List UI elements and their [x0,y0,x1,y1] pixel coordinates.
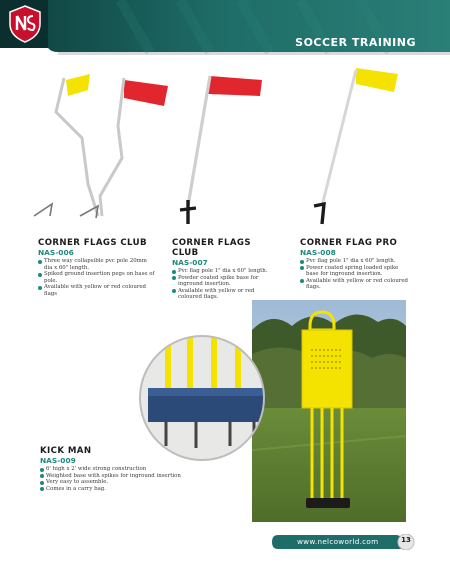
bullet-icon [40,487,44,491]
product-title: CORNER FLAGS CLUB [38,238,147,248]
kick-man-base-detail [138,334,266,462]
bullet-icon [40,468,44,472]
product-title: CORNER FLAGS CLUB [172,238,251,258]
bullet-icon [38,273,42,277]
feature-item: Pvc flag pole 1" dia x 60" length. [300,258,412,265]
bullet-icon [172,276,176,280]
feature-item: Very easy to assemble. [40,479,210,486]
feature-item: Pvc flag pole 1" dia x 60" length. [172,268,276,275]
bullet-icon [40,474,44,478]
product-code: NAS-009 [40,456,76,465]
product-title: KICK MAN [40,446,92,456]
website-link[interactable]: www.nelcoworld.com [297,537,379,546]
bullet-icon [38,286,42,290]
feature-item: Available with yellow or red coloured flags. [172,288,276,301]
header-band [0,0,450,58]
product-nas-008 [300,238,412,291]
bullet-icon [40,481,44,485]
feature-item: Three way collapsible pvc pole 20mm dia x 60" length. [38,258,156,271]
feature-item: Comes in a carry bag. [40,486,210,493]
bullet-icon [300,279,304,283]
product-nas-009 [40,446,210,492]
bullet-icon [300,260,304,264]
corner-flag-pro-image [300,66,410,234]
feature-item: Spiked ground insertion pegs on base of pole. [38,271,156,284]
feature-list [38,258,156,298]
feature-item: Weighted base with spikes for inground insertion [40,473,210,480]
bullet-icon [38,260,42,264]
product-nas-006 [38,238,156,298]
kick-man-photo [252,300,406,522]
corner-flags-club-007-image [170,72,270,234]
bullet-icon [300,266,304,270]
product-nas-007 [172,238,276,301]
corner-flags-club-006-image [18,66,168,228]
product-title: CORNER FLAG PRO [300,238,398,248]
bullet-icon [172,270,176,274]
feature-list [172,268,276,301]
page-number: 13 [401,536,411,544]
feature-item: Available with yellow or red coloured flags [38,284,156,297]
header-background [0,0,450,58]
feature-item: Power coated spring loaded spike base for inground insertion. [300,265,412,278]
product-code: NAS-008 [300,248,336,257]
bullet-icon [172,289,176,293]
feature-list [40,466,210,492]
feature-item: 6' high x 2' wide strong construction [40,466,210,473]
section-title: SOCCER TRAINING [295,36,416,49]
feature-item: Powder coated spike base for inground insertion. [172,275,276,288]
feature-item: Available with yellow or red coloured flags. [300,278,412,291]
product-code: NAS-007 [172,258,208,267]
feature-list [300,258,412,291]
nelco-shield-logo-icon [6,4,44,44]
product-code: NAS-006 [38,248,74,257]
